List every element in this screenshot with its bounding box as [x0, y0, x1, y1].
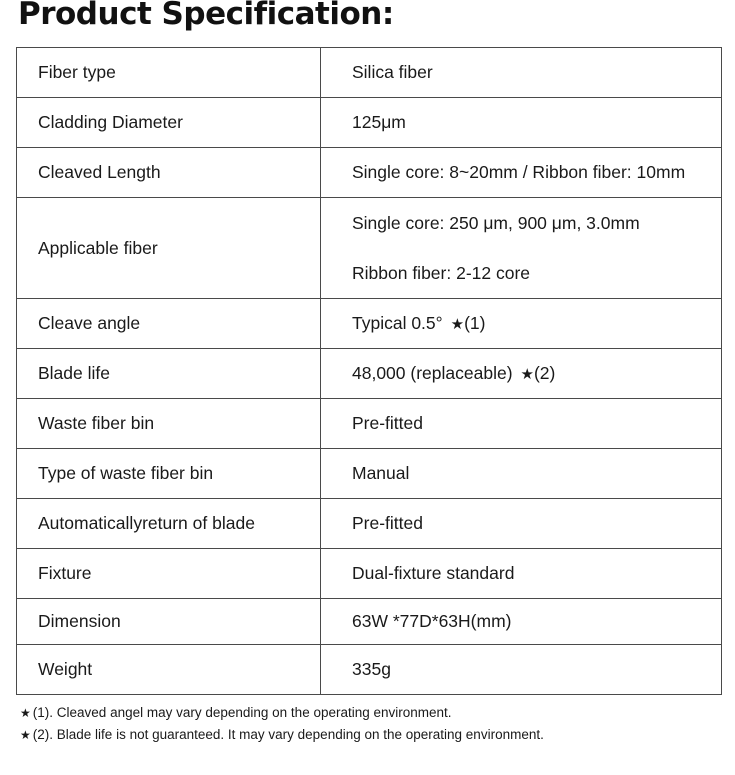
spec-label: Blade life — [17, 349, 321, 399]
spec-value: Single core: 8~20mm / Ribbon fiber: 10mm — [321, 148, 722, 198]
spec-value: Dual-fixture standard — [321, 549, 722, 599]
spec-label: Automaticallyreturn of blade — [17, 499, 321, 549]
table-row — [17, 599, 722, 645]
spec-value-text: 48,000 (replaceable) — [352, 363, 513, 383]
spec-table — [16, 47, 722, 695]
table-row — [17, 98, 722, 148]
spec-label: Type of waste fiber bin — [17, 449, 321, 499]
page-title: Product Specification: — [18, 0, 394, 32]
spec-value: Manual — [321, 449, 722, 499]
note-ref: (2) — [533, 363, 556, 383]
spec-label: Waste fiber bin — [17, 399, 321, 449]
footnote — [20, 724, 544, 746]
spec-label: Fiber type — [17, 48, 321, 98]
spec-value: 63W *77D*63H(mm) — [321, 599, 722, 645]
table-row — [17, 349, 722, 399]
footnote-text: Blade life is not guaranteed. It may vary depending on the operating environment. — [56, 727, 544, 742]
spec-value-text: Typical 0.5° — [352, 313, 443, 333]
table-row — [17, 198, 722, 299]
spec-value: Silica fiber — [321, 48, 722, 98]
star-icon: ★ — [20, 728, 31, 742]
spec-label: Applicable fiber — [17, 198, 321, 299]
star-icon: ★ — [520, 366, 534, 383]
spec-value — [321, 299, 722, 349]
spec-value-line: Ribbon fiber: 2-12 core — [352, 263, 531, 283]
table-row — [17, 645, 722, 695]
table-row — [17, 549, 722, 599]
table-row — [17, 48, 722, 98]
star-icon: ★ — [450, 316, 465, 333]
spec-value: 335g — [321, 645, 722, 695]
footnote-text: Cleaved angel may vary depending on the operating environment. — [56, 705, 452, 720]
spec-value — [321, 349, 722, 399]
footnote-ref: (1). — [32, 705, 54, 720]
star-icon: ★ — [20, 706, 31, 720]
spec-label: Weight — [17, 645, 321, 695]
spec-value: Pre-fitted — [321, 399, 722, 449]
spec-value: Pre-fitted — [321, 499, 722, 549]
table-row — [17, 399, 722, 449]
table-row — [17, 148, 722, 198]
spec-value: 125μm — [321, 98, 722, 148]
note-ref: (1) — [464, 313, 486, 333]
footnote-ref: (2). — [32, 727, 54, 742]
table-row — [17, 449, 722, 499]
spec-label: Cleaved Length — [17, 148, 321, 198]
table-row — [17, 499, 722, 549]
table-row — [17, 299, 722, 349]
spec-label: Cleave angle — [17, 299, 321, 349]
spec-label: Dimension — [17, 599, 321, 645]
footnote — [20, 702, 544, 724]
footnotes — [20, 702, 544, 746]
spec-value-multiline — [321, 198, 722, 299]
spec-value-line: Single core: 250 μm, 900 μm, 3.0mm — [352, 213, 640, 233]
spec-label: Cladding Diameter — [17, 98, 321, 148]
spec-label: Fixture — [17, 549, 321, 599]
